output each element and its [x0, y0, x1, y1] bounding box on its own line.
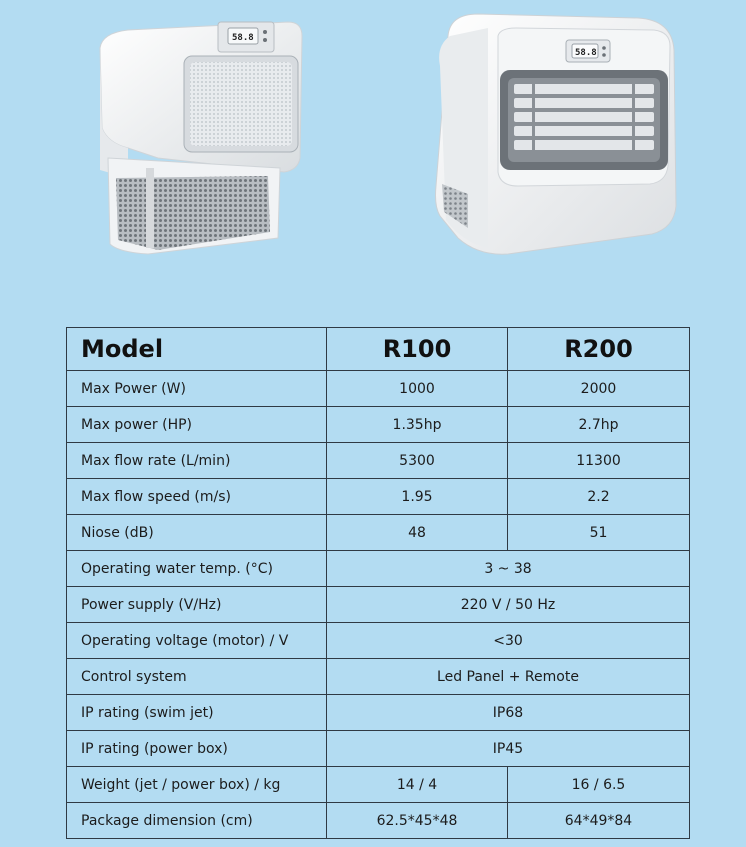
- row-value-r200: 64*49*84: [508, 803, 690, 839]
- row-value-r100: 14 / 4: [327, 767, 508, 803]
- row-label: Max flow speed (m/s): [67, 479, 327, 515]
- row-value-shared: Led Panel + Remote: [327, 659, 690, 695]
- row-label: IP rating (swim jet): [67, 695, 327, 731]
- row-label: Operating water temp. (°C): [67, 551, 327, 587]
- row-value-r100: 1000: [327, 371, 508, 407]
- row-value-r200: 2000: [508, 371, 690, 407]
- row-label: Max power (HP): [67, 407, 327, 443]
- row-label: Weight (jet / power box) / kg: [67, 767, 327, 803]
- table-row: [67, 443, 690, 479]
- r200-display-readout: 58.8: [575, 48, 597, 58]
- table-row: [67, 623, 690, 659]
- table-header-row: [67, 328, 690, 371]
- table-row: [67, 587, 690, 623]
- row-value-r100: 1.35hp: [327, 407, 508, 443]
- row-label: Power supply (V/Hz): [67, 587, 327, 623]
- row-value-shared: 220 V / 50 Hz: [327, 587, 690, 623]
- r100-product-image: [88, 8, 318, 268]
- row-value-r200: 11300: [508, 443, 690, 479]
- row-value-shared: 3 ~ 38: [327, 551, 690, 587]
- row-label: IP rating (power box): [67, 731, 327, 767]
- row-value-r100: 48: [327, 515, 508, 551]
- row-value-shared: <30: [327, 623, 690, 659]
- row-value-r100: 1.95: [327, 479, 508, 515]
- r200-product-image: [428, 6, 688, 268]
- table-row: [67, 407, 690, 443]
- table-row: [67, 803, 690, 839]
- row-value-r200: 2.2: [508, 479, 690, 515]
- row-label: Max flow rate (L/min): [67, 443, 327, 479]
- row-label: Max Power (W): [67, 371, 327, 407]
- table-row: [67, 371, 690, 407]
- r100-display-readout: 58.8: [232, 33, 254, 43]
- header-model: Model: [67, 328, 327, 371]
- row-value-r100: 5300: [327, 443, 508, 479]
- header-r200: R200: [508, 328, 690, 371]
- row-value-r200: 51: [508, 515, 690, 551]
- row-value-r200: 2.7hp: [508, 407, 690, 443]
- table-row: [67, 767, 690, 803]
- table-row: [67, 659, 690, 695]
- header-r100: R100: [327, 328, 508, 371]
- table-row: [67, 731, 690, 767]
- table-row: [67, 695, 690, 731]
- table-row: [67, 479, 690, 515]
- table-row: [67, 551, 690, 587]
- row-label: Package dimension (cm): [67, 803, 327, 839]
- row-value-r100: 62.5*45*48: [327, 803, 508, 839]
- row-value-shared: IP45: [327, 731, 690, 767]
- spec-table: [66, 327, 690, 839]
- product-images: [0, 0, 746, 300]
- row-value-shared: IP68: [327, 695, 690, 731]
- row-value-r200: 16 / 6.5: [508, 767, 690, 803]
- row-label: Operating voltage (motor) / V: [67, 623, 327, 659]
- row-label: Niose (dB): [67, 515, 327, 551]
- row-label: Control system: [67, 659, 327, 695]
- table-row: [67, 515, 690, 551]
